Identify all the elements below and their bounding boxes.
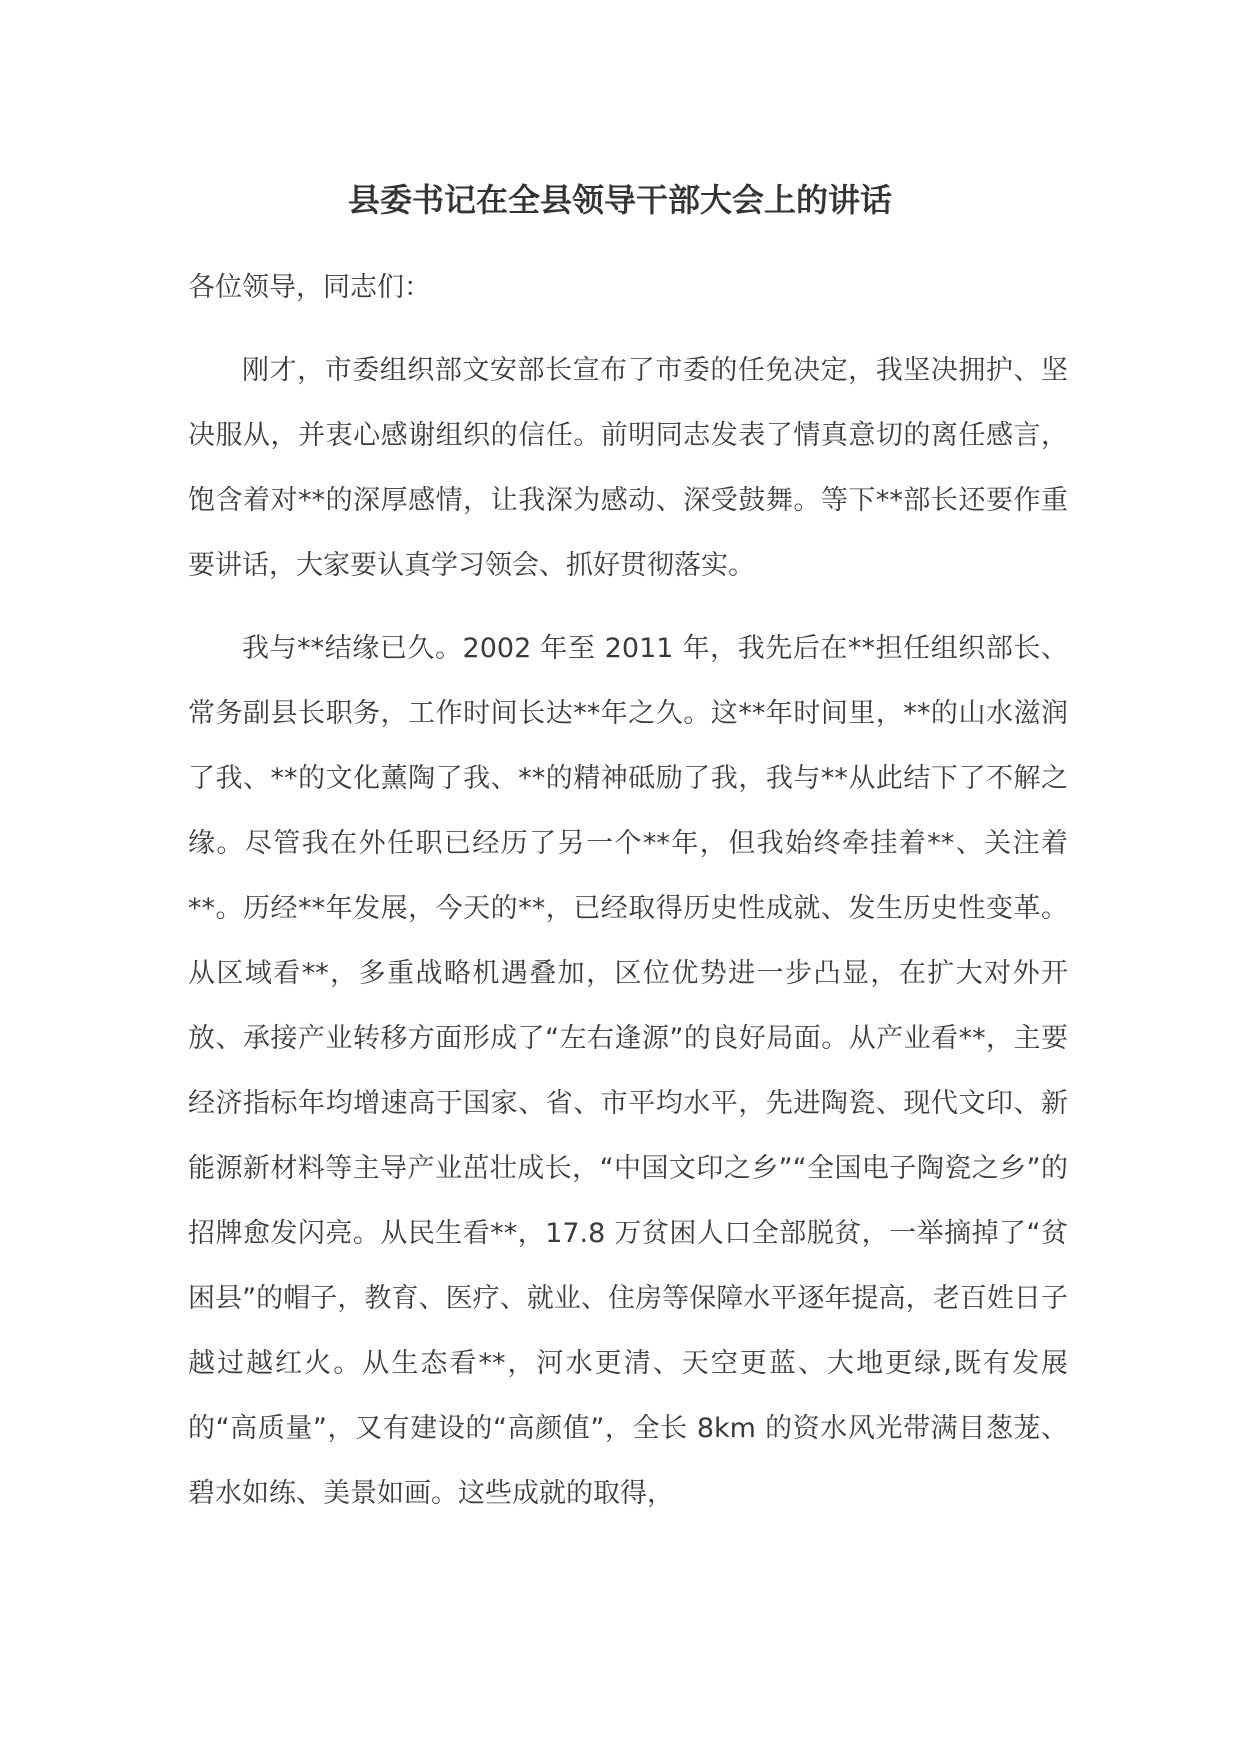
document-body xyxy=(188,255,1068,1544)
greeting: 各位领导，同志们： xyxy=(188,272,431,303)
paragraph-2: 我与**结缘已久。2002 年至 2011 年，我先后在**担任组织部长、常务副县长职务，工作时间长达**年之久。这**年时间里，**的山水滋润了我、**的文化薰陶了我、**的精神砥励了我，我与**从此结下了不解之缘。尽管我在外任职已经历了另一个**年，但我始终牵挂着**、关注着**。历经**年发展，今天的**，已经取得历史性成就、发生历史性变革。从区域看**，多重战略机遇叠加，区位优势进一步凸显，在扩大对外开放、承接产业转移方面形成了“左右逢源”的良好局面。从产业看**，主要经济指标年均增速高于国家、省、市平均水平，先进陶瓷、现代文印、新能源新材料等主导产业茁壮成长，“中国文印之乡”“全国电子陶瓷之乡”的招牌愈发闪亮。从民生看**，17.8 万贫困人口全部脱贫，一举摘掉了“贫困县”的帽子，教育、医疗、就业、住房等保障水平逐年提高，老百姓日子越过越红火。从生态看**，河水更清、天空更蓝、大地更绿,既有发展的“高质量”，又有建设的“高颜值”，全长 8km 的资水风光带满目葱茏、碧水如练、美景如画。这些成就的取得， xyxy=(188,633,1068,1509)
document-title: 县委书记在全县领导干部大会上的讲话 xyxy=(347,181,892,219)
paragraph-1: 刚才，市委组织部文安部长宣布了市委的任免决定，我坚决拥护、坚决服从，并衷心感谢组织的信任。前明同志发表了情真意切的离任感言，饱含着对**的深厚感情，让我深为感动、深受鼓舞。等下**部长还要作重要讲话，大家要认真学习领会、抓好贯彻落实。 xyxy=(188,355,1068,581)
